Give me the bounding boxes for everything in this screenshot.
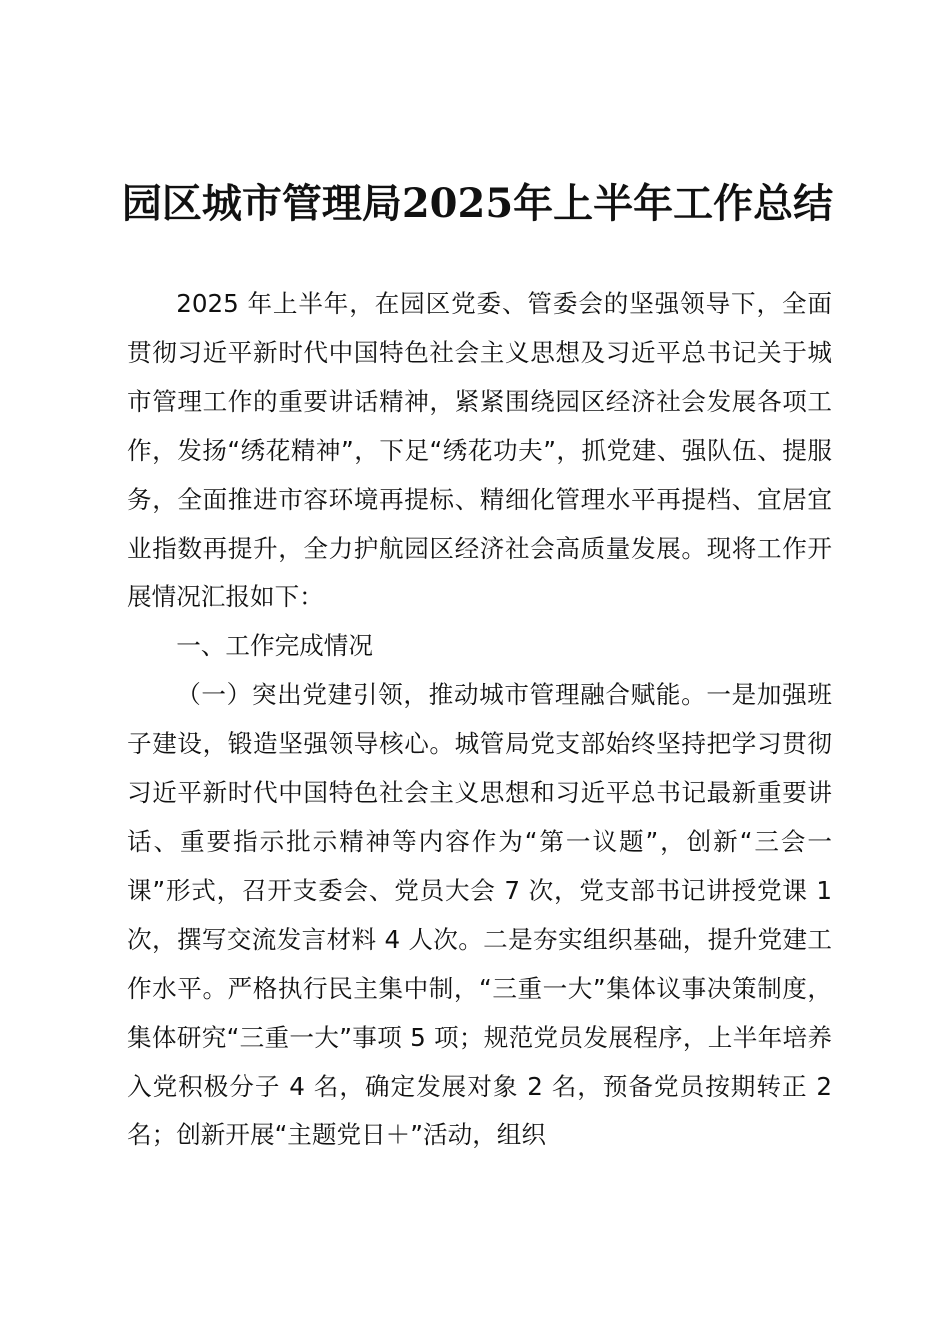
document-body	[127, 280, 832, 1160]
section-heading: 一、工作完成情况	[176, 631, 373, 661]
document-title: 园区城市管理局2025年上半年工作总结	[121, 180, 834, 227]
subsection-paragraph: （一）突出党建引领，推动城市管理融合赋能。一是加强班子建设，锻造坚强领导核心。城管局党支部始终坚持把学习贯彻习近平新时代中国特色社会主义思想和习近平总书记最新重要讲话、重要指示批示精神等内容作为“第一议题”，创新“三会一课”形式，召开支委会、党员大会 7 次，党支部书记讲授党课 1 次，撰写交流发言材料 4 人次。二是夯实组织基础，提升党建工作水平。严格执行民主集中制，“三重一大”集体议事决策制度，集体研究“三重一大”事项 5 项；规范党员发展程序，上半年培养入党积极分子 4 名，确定发展对象 2 名，预备党员按期转正 2 名；创新开展“主题党日＋”活动，组织	[127, 680, 832, 1150]
intro-paragraph: 2025 年上半年，在园区党委、管委会的坚强领导下，全面贯彻习近平新时代中国特色社会主义思想及习近平总书记关于城市管理工作的重要讲话精神，紧紧围绕园区经济社会发展各项工作，发扬“绣花精神”，下足“绣花功夫”，抓党建、强队伍、提服务，全面推进市容环境再提标、精细化管理水平再提档、宜居宜业指数再提升，全力护航园区经济社会高质量发展。现将工作开展情况汇报如下：	[127, 289, 832, 612]
